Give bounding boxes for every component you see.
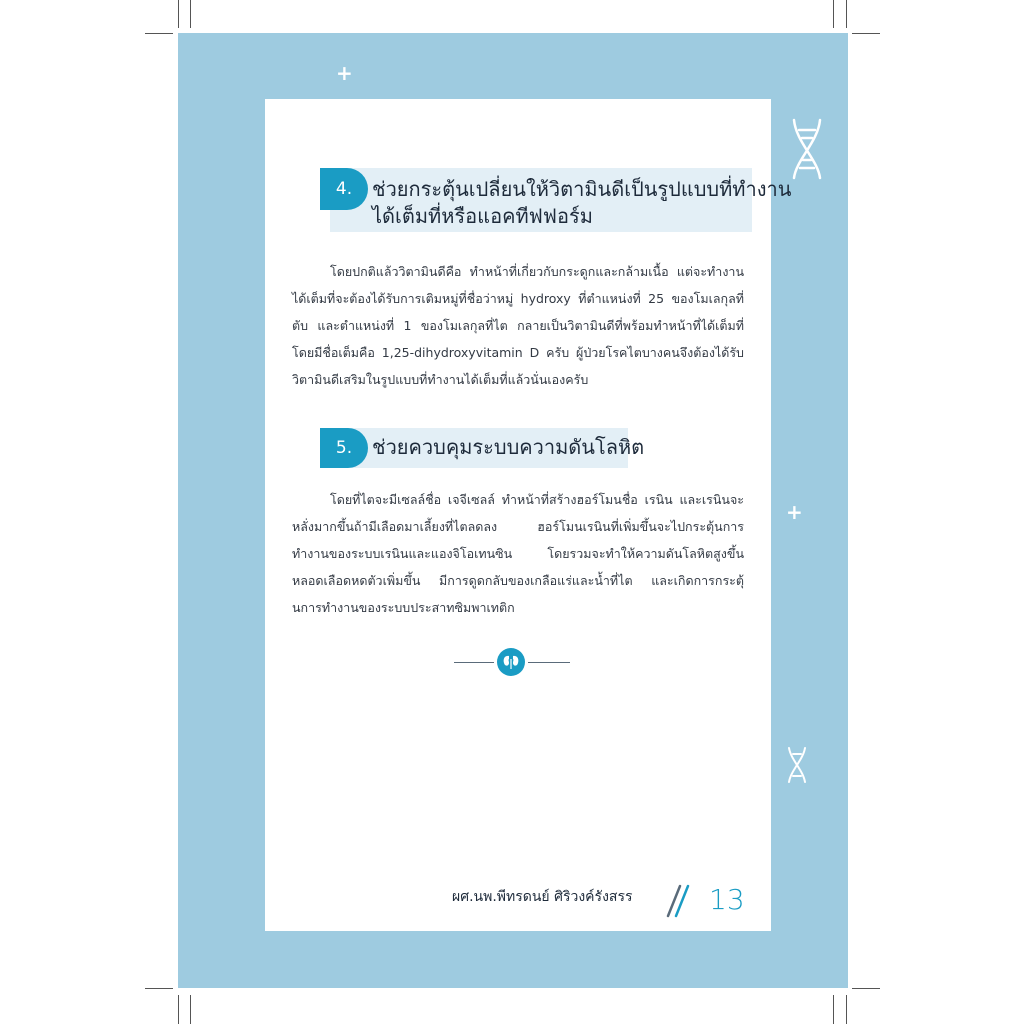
section-5-heading: ช่วยควบคุมระบบความดันโลหิต — [372, 435, 645, 459]
crop-mark — [190, 0, 191, 28]
footer-author: ผศ.นพ.พีทรดนย์ ศิริวงค์รังสรร — [452, 889, 633, 905]
crop-mark — [145, 988, 173, 989]
crop-mark — [833, 0, 834, 28]
section-4-heading-line2: ได้เต็มที่หรือแอคทีฟฟอร์ม — [372, 204, 593, 228]
plus-icon: + — [336, 61, 353, 85]
crop-mark — [833, 995, 834, 1024]
section-4-body: โดยปกติแล้ววิตามินดีคือ ทำหน้าที่เกี่ยวกับกระดูกและกล้ามเนื้อ แต่จะทำงานได้เต็มที่จะต้องได้รับการเติมหมู่ที่ชื่อว่าหมู่ hydroxy ที่ตำแหน่งที่ 25 ของโมเลกุลที่ตับ และตำแหน่งที่ 1 ของโมเลกุลที่ไต กลายเป็นวิตามินดีที่พร้อมทำหน้าที่ได้เต็มที่ โดยมีชื่อเต็มคือ 1,25-dihydroxyvitamin D ครับ ผู้ป่วยโรคไตบางคนจึงต้องได้รับวิตามินดีเสริมในรูปแบบที่ทำงานได้เต็มที่แล้วนั่นเองครับ — [292, 264, 744, 387]
crop-mark — [178, 0, 179, 28]
pen-slash-icon — [664, 882, 692, 918]
section-4-heading-line1: ช่วยกระตุ้นเปลี่ยนให้วิตามินดีเป็นรูปแบบที่ทำงาน — [372, 177, 792, 201]
plus-icon: + — [786, 500, 803, 524]
dna-icon — [785, 746, 809, 784]
section-5-body: โดยที่ไตจะมีเซลล์ชื่อ เจจีเซลล์ ทำหน้าที่สร้างฮอร์โมนชื่อ เรนิน และเรนินจะหลั่งมากขึ้นถ้ามีเลือดมาเลี้ยงที่ไตลดลง ฮอร์โมนเรนินที่เพิ่มขึ้นจะไปกระตุ้นการทำงานของระบบเรนินและแองจิโอเทนซิน โดยรวมจะทำให้ความดันโลหิตสูงขึ้น หลอดเลือดหดตัวเพิ่มขึ้น มีการดูดกลับของเกลือแร่และน้ำที่ไต และเกิดการกระตุ้นการทำงานของระบบประสาทซิมพาเทติก — [292, 492, 744, 615]
kidney-icon — [497, 648, 525, 676]
section-4-number: 4. — [335, 179, 353, 199]
section-5-number: 5. — [335, 438, 353, 458]
divider-line-left — [454, 662, 494, 663]
page-bleed-left — [178, 33, 190, 988]
crop-mark — [145, 33, 173, 34]
crop-mark — [852, 33, 880, 34]
crop-mark — [846, 995, 847, 1024]
page-number: 13 — [709, 883, 745, 916]
section-4-heading — [372, 176, 792, 230]
dna-icon — [786, 116, 828, 182]
divider-line-right — [528, 662, 570, 663]
page-bleed-right — [835, 33, 848, 988]
section-5-number-badge — [320, 428, 368, 468]
crop-mark — [852, 988, 880, 989]
crop-mark — [178, 995, 179, 1024]
section-4-number-badge — [320, 168, 368, 210]
crop-mark — [190, 995, 191, 1024]
crop-mark — [846, 0, 847, 28]
